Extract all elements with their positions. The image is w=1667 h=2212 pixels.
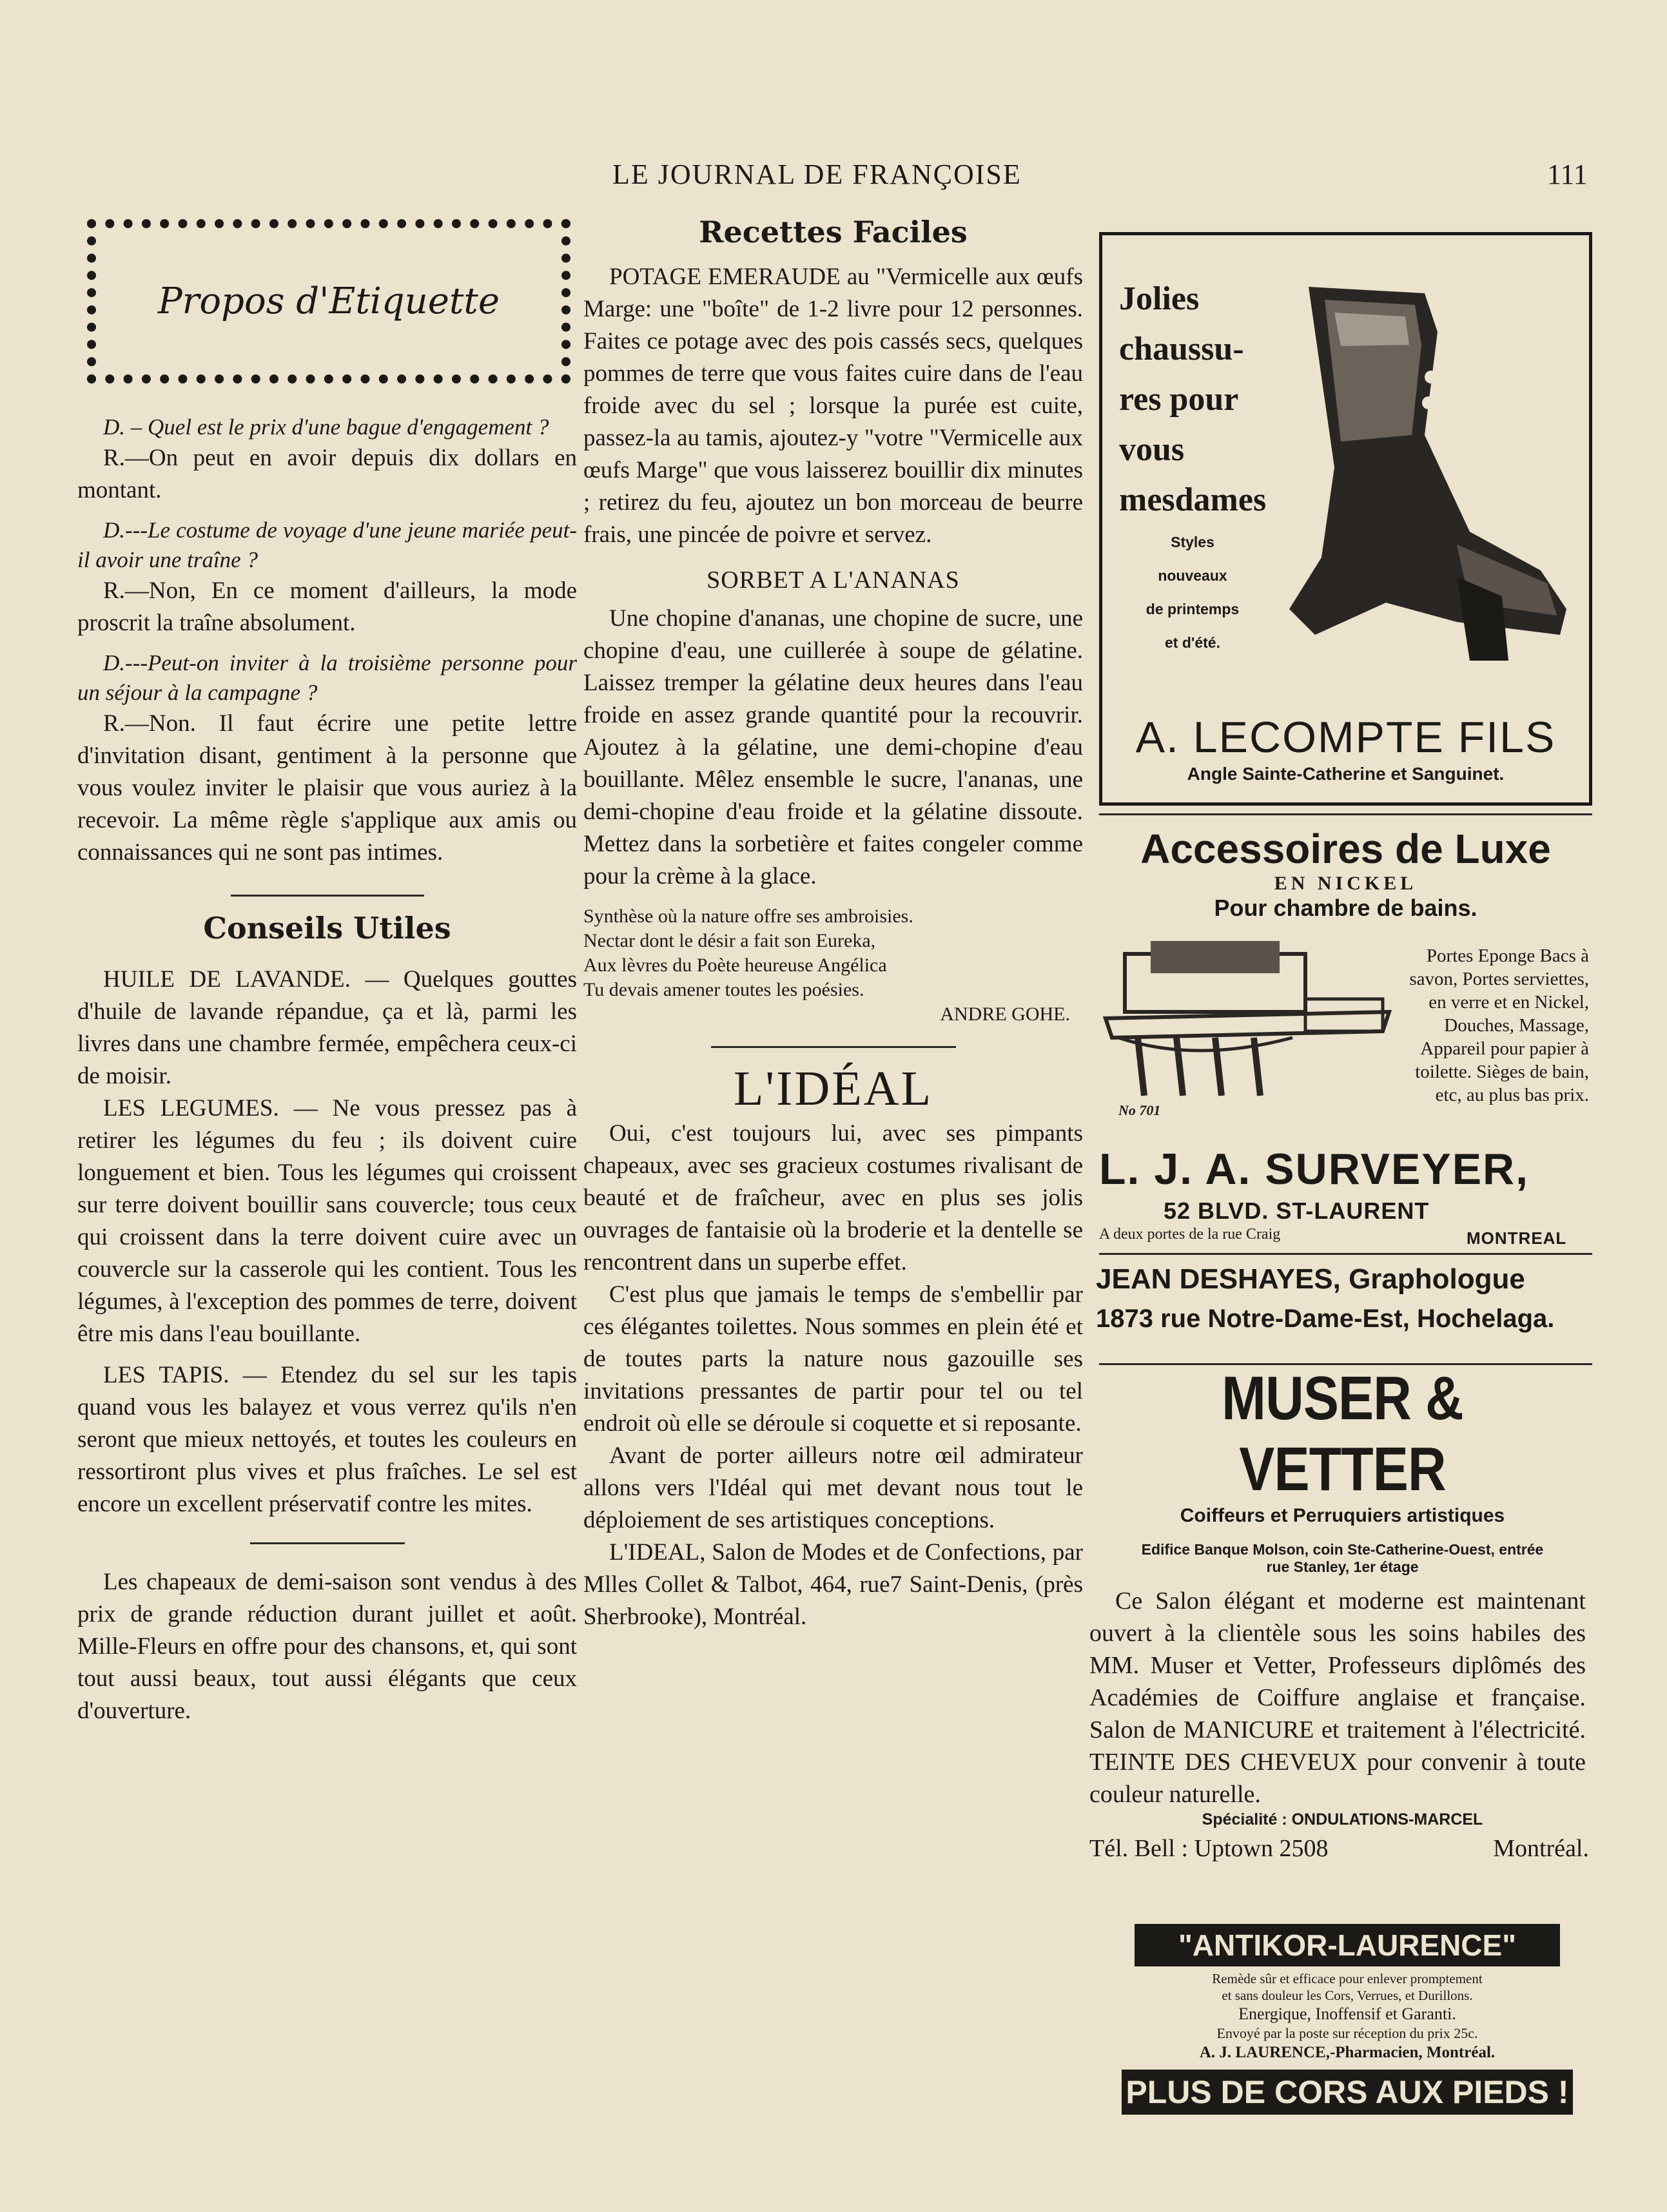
muser-title: MUSER & VETTER (1222, 1364, 1463, 1504)
surveyer-city: MONTREAL (1467, 1228, 1567, 1248)
page-number: 111 (1547, 159, 1588, 190)
muser-address-2: rue Stanley, 1er étage (1266, 1558, 1419, 1575)
poem-line: Aux lèvres du Poète heureuse Angélica (583, 955, 887, 976)
ideal-p4: L'IDEAL, Salon de Modes et de Confections, par Mlles Collet & Talbot, 464, rue7 Saint-Denis, (près Sherbrooke), Montréal. (583, 1539, 1083, 1630)
poem-line: Synthèse où la nature offre ses ambroisies. (583, 906, 913, 927)
muser-specialite: Spécialité : ONDULATIONS-MARCEL (1202, 1810, 1483, 1829)
question-2: D.---Le costume de voyage d'une jeune mariée peut-il avoir une traîne ? (77, 518, 577, 572)
muser-footer (1089, 1834, 1595, 1867)
deshayes-address: 1873 rue Notre-Dame-Est, Hochelaga. (1096, 1305, 1555, 1333)
answer-3: R.—Non. Il faut écrire une petite lettre d'invitation disant, gentiment à la personne que vous voulez inviter le plaisir que vous auriez à la recevoir. La même règle s'applique aux amis ou connaissances qui ne sont pas intimes. (77, 710, 577, 866)
muser-sub: Coiffeurs et Perruquiers artistiques (1180, 1505, 1505, 1526)
slogan-line: res pour (1119, 381, 1239, 418)
muser-tel: Tél. Bell : Uptown 2508 (1089, 1835, 1329, 1862)
surveyer-near: A deux portes de la rue Craig (1099, 1226, 1281, 1243)
slogan-line: mesdames (1119, 481, 1267, 518)
divider (1099, 813, 1592, 815)
poem (583, 904, 1083, 1027)
sorbet-recipe: Une chopine d'ananas, une chopine de sucre, une chopine d'eau, une cuillerée à soupe de gélatine. Laissez tremper la gélatine deux heures dans l'eau froide en assez grande quantité pour la recouvrir. Ajoutez à la gélatine, une demi-chopine d'eau bouillante. Mêlez ensemble le sucre, l'ananas, une demi-chopine d'eau froide et la gélatine dissoute. Mettez dans la sorbetière et faites congeler comme pour la crème à la glace. (583, 605, 1083, 889)
divider (250, 1542, 405, 1544)
answer-1: R.—On peut en avoir depuis dix dollars en montant. (77, 445, 577, 503)
conseils-tapis: LES TAPIS. — Etendez du sel sur les tapis quand vous les balayez et vous verrez qu'ils n'en seront que mieux nettoyés, et toutes les couleurs en ressortiront plus vives et plus fraîches. Le sel est encore un excellent préservatif contre les mites. (77, 1362, 577, 1517)
antikor-footer: PLUS DE CORS AUX PIEDS ! (1122, 2070, 1573, 2115)
conseils-lavande: HUILE DE LAVANDE. — Quelques gouttes d'huile de lavande répandue, ça et là, parmi les livres dans une chambre fermée, empêchera ceux-ci de moisir. (77, 966, 577, 1089)
slogan-line: vous (1119, 431, 1185, 468)
journal-title: LE JOURNAL DE FRANÇOISE (612, 159, 1022, 190)
propos-title-box (87, 219, 570, 383)
ad-deshayes (1096, 1263, 1592, 1334)
propos-column (77, 412, 577, 1727)
lecompte-sub (1128, 525, 1257, 659)
ideal-p3: Avant de porter ailleurs notre œil admirateur allons vers l'Idéal qui met devant nous tout le déploiement de ses artistiques conceptions. (583, 1442, 1083, 1533)
surveyer-model: No 701 (1118, 1102, 1161, 1118)
sorbet-title: SORBET A L'ANANAS (707, 567, 960, 594)
surveyer-address: 52 BLVD. ST-LAURENT (1164, 1198, 1430, 1224)
divider (231, 895, 424, 897)
poem-line: Tu devais amener toutes les poésies. (583, 979, 864, 1000)
lecompte-name: A. LECOMPTE FILS (1135, 713, 1556, 762)
question-3: D.---Peut-on inviter à la troisième personne pour un séjour à la campagne ? (77, 650, 577, 705)
surveyer-subtitle: Pour chambre de bains. (1214, 895, 1477, 921)
antikor-line-2: et sans douleur les Cors, Verrues, et Durillons. (1222, 1988, 1473, 2003)
ideal-title: L'IDÉAL (733, 1062, 933, 1116)
muser-address-1: Edifice Banque Molson, coin Ste-Catherine-Ouest, entrée (1141, 1541, 1544, 1558)
ad-antikor (1122, 1924, 1573, 2115)
answer-2: R.—Non, En ce moment d'ailleurs, la mode proscrit la traîne absolument. (77, 577, 577, 636)
conseils-chapeaux: Les chapeaux de demi-saison sont vendus à des prix de grande réduction durant juillet et août. Mille-Fleurs en offre pour des chansons, et, qui sont tout aussi beaux, tout aussi élégants que ceux d'ouverture. (77, 1569, 577, 1724)
ad-surveyer (1099, 825, 1592, 1250)
poem-line: Nectar dont le désir a fait son Eureka, (583, 930, 876, 951)
sub-line: nouveaux (1158, 567, 1227, 584)
potage-recipe: POTAGE EMERAUDE au "Vermicelle aux œufs Marge: une "boîte" de 1-2 livre pour 12 personnes. Faites ce potage avec des pois cassés secs, quelques pommes de terre que vous faites cuire dans de l'eau froide avec du sel ; lorsque la purée est cuite, passez-la au tamis, ajoutez-y "votre "Vermicelle aux œufs Marge" que vous laisserez bouillir dix minutes ; retirez du feu, ajoutez un bon morceau de beurre frais, une pincée de poivre et servez. (583, 264, 1083, 548)
page-header (0, 158, 1667, 197)
sub-line: et d'été. (1165, 634, 1220, 651)
surveyer-title: Accessoires de Luxe (1140, 826, 1551, 872)
antikor-line-1: Remède sûr et efficace pour enlever promptement (1212, 1971, 1483, 1986)
soap-rack-icon (1099, 935, 1396, 1121)
ad-muser (1089, 1363, 1595, 1867)
surveyer-name: L. J. A. SURVEYER, (1099, 1145, 1530, 1194)
antikor-line-5: A. J. LAURENCE,-Pharmacien, Montréal. (1199, 2044, 1496, 2061)
recettes-column (583, 216, 1083, 1633)
sub-line: Styles (1171, 534, 1214, 550)
sub-line: de printemps (1145, 601, 1240, 617)
recettes-title: Recettes Faciles (699, 215, 968, 249)
lecompte-address: Angle Sainte-Catherine et Sanguinet. (1187, 764, 1505, 784)
slogan-line: chaussu- (1119, 331, 1244, 367)
ideal-p1: Oui, c'est toujours lui, avec ses pimpants chapeaux, avec ses gracieux costumes rivalisant de beauté et de fraîcheur, avec en plus ses jolis ouvrages de fantaisie où la broderie et la dentelle se rencontrent dans un superbe effet. (583, 1120, 1083, 1276)
muser-city: Montréal. (1493, 1835, 1589, 1862)
antikor-title: "ANTIKOR-LAURENCE" (1135, 1924, 1560, 1966)
antikor-line-4: Envoyé par la poste sur réception du prix 25c. (1216, 2025, 1478, 2041)
lecompte-slogan (1119, 274, 1266, 525)
muser-body: Ce Salon élégant et moderne est maintenant ouvert à la clientèle sous les soins habiles des MM. Muser et Vetter, Professeurs diplômés des Académies de Coiffure anglaise et française. Salon de MANICURE et traitement à l'électricité. TEINTE DES CHEVEUX pour convenir à toute couleur naturelle. (1089, 1587, 1586, 1808)
ad-lecompte (1099, 232, 1592, 806)
ideal-p2: C'est plus que jamais le temps de s'embellir par ces élégantes toilettes. Nous sommes en plein été et de toutes parts la nature nous gazouille ses invitations pressantes de partir pour tel ou tel endroit où elle se déroule si coquette et si reposante. (583, 1281, 1083, 1437)
question-1: D. – Quel est le prix d'une bague d'engagement ? (103, 414, 549, 440)
conseils-legumes: LES LEGUMES. — Ne vous pressez pas à retirer les légumes du feu ; ils doivent cuire longuement et bien. Tous les légumes qui croissent sur terre doivent bouillir sans couvercle; tous ceux qui croissent dans la terre doivent cuire avec un couvercle sur la casserole qui les contient. Tous les légumes, à l'exception des pommes de terre, doivent être mis dans l'eau bouillante. (77, 1095, 577, 1347)
antikor-line-3: Energique, Inoffensif et Garanti. (1238, 2004, 1456, 2023)
propos-title: Propos d'Etiquette (157, 280, 500, 322)
poem-author: ANDRE GOHE. (940, 1004, 1070, 1025)
divider (711, 1046, 956, 1048)
deshayes-name: JEAN DESHAYES, Graphologue (1096, 1263, 1525, 1295)
slogan-line: Jolies (1119, 280, 1200, 317)
divider (1099, 1253, 1592, 1255)
surveyer-en-nickel: EN NICKEL (1274, 873, 1418, 894)
conseils-title: Conseils Utiles (203, 911, 451, 946)
shoe-icon (1263, 274, 1586, 661)
surveyer-list: Portes Eponge Bacs à savon, Portes serviettes, en verre et en Nickel, Douches, Massage, Appareil pour papier à toilette. Sièges de bain, etc, au plus bas prix. (1409, 946, 1589, 1105)
